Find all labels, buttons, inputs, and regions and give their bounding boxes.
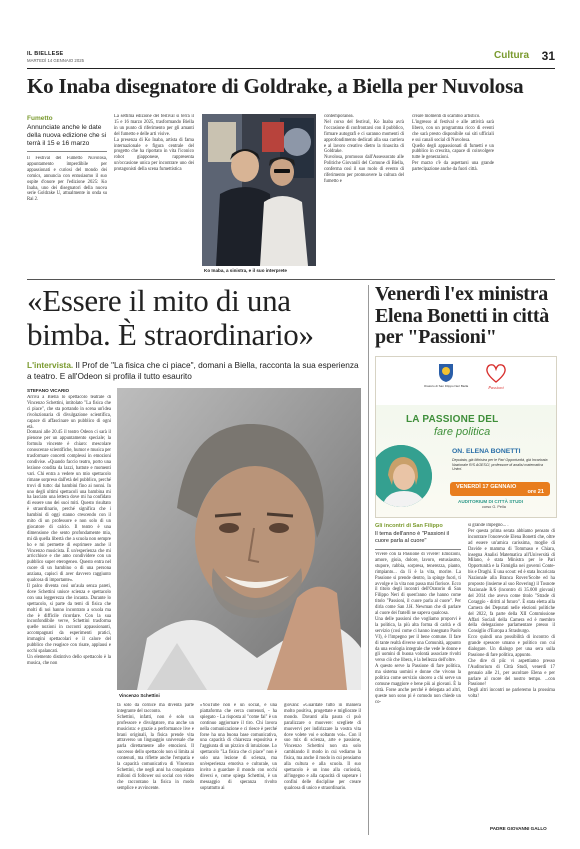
speaker-bio: Deputata, già Ministra per le Pari Opportunità, già Incaricata Nazionale R/S AGESCI, professore di analisi matematica Unimi. xyxy=(452,458,548,471)
page-number: 31 xyxy=(541,49,555,63)
masthead xyxy=(27,49,555,67)
main-photo-caption: Vincenzo Schettini xyxy=(119,693,160,698)
main-subhead-label: L'intervista. xyxy=(27,360,74,370)
main-col-4: giovani: «Guardate tutto in maniera molto positiva, progettate e migliorate il mondo. Davanti alla paura ci può paralizzare o muovere: scegliete di muovervi per indirizzare la vostra vita dove volete voi e soltanto voi». Con il suo mix di scienza, arte e passione, Vincenzo Schettini non sta solo cambiando il modo in cui vediamo la fisica, ma anche il modo in cui pensiamo alla cultura e alla scuola. Il suo spettacolo è un inno alla curiosità, all'ingegno e alla capacità di superare i confini delle discipline per creare qualcosa di unico e straordinario. xyxy=(284,703,361,791)
event-address: corso G. Pella xyxy=(482,505,506,509)
side-deck: Il tema dell'anno è "Passioni il cuore parla al cuore" xyxy=(375,531,449,544)
poster-title-1: LA PASSIONE DEL xyxy=(406,414,499,425)
event-poster xyxy=(375,356,557,518)
side-headline: Venerdì l'ex ministra Elena Bonetti in città per "Passioni" xyxy=(375,283,549,348)
top-col-1: Il Festival del Fumetto Nuvolosa, appuntamento imperdibile per appassionati e curiosi del mondo dei comics, annuncia con entusiasmo il suo ospite d'onore per l'edizione 2025: Ko Inaba, uno dei disegnatori della nuova serie Goldrake U, attualmente in onda su Rai 2. xyxy=(27,156,107,203)
paper-name: IL BIELLESE xyxy=(27,51,64,57)
main-headline-line-2: bimba. È straordinario» xyxy=(27,317,314,352)
top-deck: Annunciate anche le date della nuova edizione che si terrà il 15 e 16 marzo xyxy=(27,124,107,147)
passioni-heart-icon xyxy=(484,362,508,384)
main-byline: STEFANO VICARIO xyxy=(27,388,70,393)
top-col-2: La settima edizione del festival si terrà il 15 e 16 marzo 2025, trasformando Biella in un punto di riferimento per gli amanti del fumetto e delle arti visive. La presenza di Ko Inaba, artista di fama internazionale e figura centrale del progetto che ha riportato in vita l'iconico robot giapponese, rappresenta un'occasione unica per incontrare uno dei protagonisti della scena fumettistica xyxy=(114,114,194,173)
main-subhead-text: Il Prof de "La fisica che ci piace", domani a Biella, racconta la sua esperienza a teatro. E all'Odeon si profila il tutto esaurito xyxy=(27,360,359,381)
top-col-3: contemporanea. Nel corso del festival, Ko Inaba avrà l'occasione di confrontarsi con il pubblico, firmare autografi e ci saranno momenti di approfondimento dedicati alla sua carriera e al lavoro creativo dietro la rinascita di Goldrake. Nuvolosa, promosso dall'Assessorato alle Politiche Giovanili del Comune di Biella, conferma così il suo ruolo di evento di riferimento per promuovere la cultura del fumetto e xyxy=(324,114,404,184)
deck-divider xyxy=(27,151,107,152)
main-subhead xyxy=(27,360,361,381)
top-photo-caption: Ko Inaba, a sinistra, e il suo interprete xyxy=(204,268,287,273)
poster-title-2: fare politica xyxy=(434,426,491,438)
event-time: ore 21 xyxy=(527,489,544,495)
side-col-2: sì grande impegno... . Per questa prima serata abbiamo pensato di incontrare l'onorevole Elena Bonetti che, oltre ad essere un'amica carissima, moglie di Davide e mamma di Tommaso e Chiara, insegna Analisi Matematica all'Università di Milano, è stata Ministra per le Pari Opportunità e la Famiglia nei governi Conte-bis e Draghi. E una scout: ed è stata Incaricata Nazionale alla Branca Rover/Scolte ed ha proposto (insieme al suo Rovering) il Tosnote Nazionale R/S (incontro di 35.000 giovani) del 2014 che aveva come titolo "Strade di Coraggio - diritti al futuro". È stata eletta alla Camera dei Deputati nelle elezioni politiche del 2022, fa parte della XII Commissione Affari Sociali della Camera ed è membro della delegazione parlamentare presso il Consiglio d'Europa a Strasburgo. Ecco quindi una possibilità di incontro di grande spessore umano e politico con cui dialogare. Un dialogo per una sera sulla Passione di fare politica, appunto. Che dire di più: vi aspettiamo presso l'Auditorium di Città Studi, venerdì 17 gennaio alle 21, per ascoltare Elena e per parlare al cuore del nostro tempo. ...con Passione! Degli altri incontri ne parleremo la prossima volta! xyxy=(468,523,555,700)
column-divider xyxy=(368,285,369,835)
ko-inaba-photo xyxy=(202,114,316,266)
side-col-1: Vivere con la Passione di vivere! Emozioni, amore, gioia, dolore, lavoro, entusiasmo, stupore, rabbia, sorpresa, tenerezza, pianto, rimpianto... da lì è la vita, morire. La Passione si prende dentro, la spinge fuori, ti avvolge e la vita non passa mai fiorisce. Ecco il titolo degli incontri dell'Oratorio di San Filippo Neri di quest'anno che hanno come titolo "Passioni, il cuore parla al cuore". Per dirla come San J.H. Newman che di parlare al cuore dei fratelli ne sapeva qualcosa. Una delle passioni che vogliamo proporvi è la politica, la più alta forma di carità e di servizio (così come ci hanno insegnato Paolo VI), è l'impegno per il bene comune. Il fare di tante realtà diverse una Comunità, appunto da una ecologia integrale che vede le donne e gli uomini di buona volontà associate rivolti verso ciò che libera, è la bellezza dell'oltre. A questo serve la Passione di fare politica, ma sistema uomini e donne che vivono la politica come servizio sincero a chi serve un comune maggiore e bene più ai giovani. È la città. Forse anche perché è delegata ad altri, queste non sono pi è comodo non chiede un co- xyxy=(375,552,461,705)
portrait-illustration xyxy=(117,388,361,690)
side-signature: PADRE GIOVANNI GALLO xyxy=(490,826,547,831)
event-date-badge xyxy=(450,482,550,496)
top-col-4: creare momenti di scambio artistico. L'ingresso al festival e alle attività sarà libero, con un programma ricco di eventi che sarà presto disponibile sui siti ufficiali e sui canali social di Nuvolosa. Quello degli appassionati di fumetti e un pubblico in crescita, capace di coinvolgere tutte le generazioni. Per marzo c'è da aspettarsi una grande partecipazione anche da fuori città. xyxy=(412,114,494,173)
speaker-name: ON. ELENA BONETTI xyxy=(452,448,521,455)
oratorio-logo-icon xyxy=(436,361,456,383)
logo-1-caption: Oratorio di San Filippo Neri Biella xyxy=(423,384,469,388)
main-col-1: Arriva a Biella lo spettacolo teatrale di Vincenzo Schettini, intitolato "La fisica che ci piace", che sta portando in scena un'idea rivoluzionaria di divulgazione scientifica, capace di affascinare un pubblico di ogni età. Domani alle 20.45 il teatro Odeon ci sarà il pienone per un appuntamento speciale; la formula vincente è chiaro: mescolare conoscenze scientifiche, humor e musica per trasformare concetti complessi in emozioni condivise. «Quando faccio teatro, porto una lezione condita da lazzi, battute e momenti vari. Chi entra a vedere un mio spettacolo rimane sorpreso dall'età del pubblico, perché trovi di tutto: dai bambini fino ai nonni. In uno degli ultimi spettacoli una bambina mi ha lasciato una lettera dove mi ha confidato di essere uno dei suoi miti. Questo risultato è straordinario, perché significa che i bambini di oggi stanno crescendo con il mito di un professore e non solo di un giocatore di calcio. Il teatro è una dimensione che sento profondamente mia, mi dà quella libertà che a scuola non sempre ho e mi permette di esprimere anche il Vincenzo musicista. È un'esperienza che mi arricchisce e che amo condividere con un pubblico super eterogeneo. Questo entra nel cuore di un bambino o di una persona anziana, capisci di aver davvero raggiunto qualcosa di importante». Il palco diventa così un'aula senza pareti, dove Schettini unisce scienza e spettacolo con una leggerezza che incanta. Durante lo spettacolo, si parte da temi di fisica che molti di noi hanno incontrato a scuola ma che è difficile ricordare. Con la sua inconfondibile verve, Schettini trasforma quelle nozioni in racconti appassionanti, accompagnati da esperimenti pratici, immagini spettacolari e il calore del pubblico che reagisce con risate, applausi e occhi spalancati. Un elemento distintivo dello spettacolo è la musica, che non xyxy=(27,395,111,666)
event-date: VENERDÌ 17 GENNAIO xyxy=(456,484,517,490)
side-deck-divider xyxy=(375,549,461,550)
top-kicker: Fumetto xyxy=(27,115,53,122)
masthead-rule xyxy=(27,68,555,69)
logo-2-caption: Passioni xyxy=(488,385,504,390)
top-headline: Ko Inaba disegnatore di Goldrake, a Biella per Nuvolosa xyxy=(27,74,524,98)
section-name: Cultura xyxy=(494,50,529,61)
main-headline-line-1: «Essere il mito di una xyxy=(27,283,291,318)
logos-row xyxy=(376,357,556,405)
schettini-photo xyxy=(117,388,361,690)
event-place: AUDITORIUM DI CITTÀ STUDI xyxy=(458,499,523,504)
top-section-rule xyxy=(27,279,555,280)
main-col-3: «YouTube non è un social, è una piattaforma che cerca contenuti, - ha spiegato - La risposta al "come fai" è un continuo aggiornare il tiro. Chi lavora nella comunicazione e ci riesce è perché forse ha una buona base comunicativa, una capacità di chiarezza espositiva e l'aggiunta di un pizzico di intuizione. Lo spettacolo "La fisica che ci piace" non è solo una lezione di scienza, ma un'esperienza emotiva e culturale, un invito a guardare il mondo con occhi diversi e, come spiega Schettini, è un messaggio di speranza rivolto soprattutto ai xyxy=(200,703,277,791)
issue-date: MARTEDÌ 14 GENNAIO 2025 xyxy=(27,58,84,63)
side-kicker: Gli incontri di San Filippo xyxy=(375,523,443,529)
photo-illustration xyxy=(202,114,316,266)
main-col-2: fa solo da cornice ma diventa parte integrante del racconto. Schettini, infatti, non è solo un professore e divulgatore, ma anche un musicista: e grazie a performance live e brani originali, la fisica prende vita attraverso un linguaggio universale che parla direttamente alle emozioni. Il successo dello spettacolo non si limita ai contenuti, ma riflette anche l'empatia e la capacità comunicativa di Vincenzo Schettini, che negli anni ha conquistato milioni di follower sui social con video che raccontano la fisica in modo semplice e avvincente. xyxy=(117,703,194,791)
